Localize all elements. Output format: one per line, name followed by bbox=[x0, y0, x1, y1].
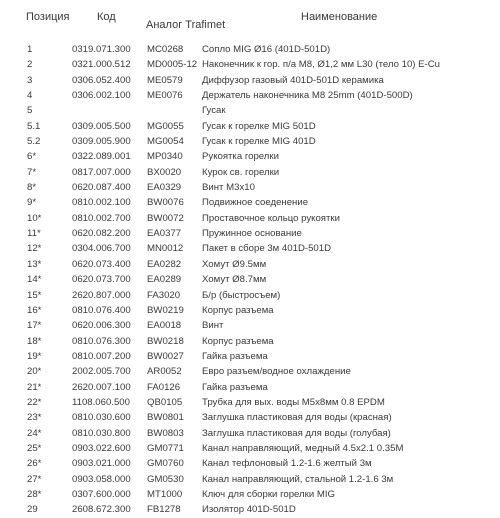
table-row bbox=[0, 119, 500, 134]
row-name: Винт M3x10 bbox=[202, 182, 255, 194]
row-name: Гусак bbox=[202, 105, 226, 117]
row-position: 5.2 bbox=[27, 136, 41, 148]
row-position: 6* bbox=[27, 151, 37, 163]
row-name: Курок св. горелки bbox=[202, 166, 280, 178]
row-position: 3 bbox=[27, 74, 33, 86]
row-name: Канал направляющий, медный 4.5x2.1 0.35M bbox=[202, 442, 404, 454]
row-name: Канал направляющий, стальной 1.2-1.6 3м bbox=[202, 473, 394, 485]
row-trafimet: BW0072 bbox=[147, 212, 184, 224]
row-position: 1 bbox=[27, 44, 33, 55]
table-row bbox=[0, 149, 500, 164]
row-name: Корпус разъема bbox=[202, 335, 274, 347]
table-row bbox=[0, 456, 500, 471]
header-name: Наименование bbox=[301, 11, 378, 23]
row-code: 0620.082.200 bbox=[72, 228, 131, 240]
row-trafimet: BW0027 bbox=[147, 350, 184, 362]
row-trafimet: EA0329 bbox=[147, 182, 182, 194]
row-code: 0810.076.300 bbox=[72, 335, 131, 347]
row-position: 8* bbox=[27, 182, 37, 194]
header-code: Код bbox=[97, 11, 116, 23]
row-position: 5.1 bbox=[27, 120, 41, 132]
row-position: 26* bbox=[27, 458, 42, 470]
table-row bbox=[0, 195, 500, 210]
row-position: 27* bbox=[27, 473, 42, 485]
table-row bbox=[0, 303, 500, 318]
table-row bbox=[0, 472, 500, 487]
row-code: 0307.600.000 bbox=[72, 488, 131, 500]
row-code: 0620.073.400 bbox=[72, 258, 131, 270]
row-position: 25* bbox=[27, 442, 42, 454]
row-name: Винт bbox=[202, 320, 224, 332]
table-row bbox=[0, 88, 500, 103]
table-row bbox=[0, 180, 500, 195]
row-name: Изолятор 401D-501D bbox=[202, 504, 296, 516]
row-code: 0309.005.500 bbox=[72, 120, 131, 132]
row-position: 29 bbox=[27, 504, 38, 516]
row-trafimet: QB0105 bbox=[147, 396, 183, 408]
row-position: 12* bbox=[27, 243, 42, 255]
row-trafimet: MN0012 bbox=[147, 243, 184, 255]
row-trafimet: EA0377 bbox=[147, 228, 182, 240]
table-row bbox=[0, 395, 500, 410]
row-trafimet: ME0579 bbox=[147, 74, 183, 86]
row-position: 17* bbox=[27, 320, 42, 332]
table-row bbox=[0, 426, 500, 441]
row-code: 0810.002.100 bbox=[72, 197, 131, 209]
row-name: Держатель наконечника M8 25mm (401D-500D) bbox=[202, 90, 413, 102]
table-body bbox=[0, 42, 500, 518]
row-code: 0810.002.700 bbox=[72, 212, 131, 224]
row-trafimet: GM0530 bbox=[147, 473, 184, 485]
row-trafimet: MP0340 bbox=[147, 151, 183, 163]
table-row bbox=[0, 42, 500, 57]
row-trafimet: MG0055 bbox=[147, 120, 184, 132]
row-code: 2620.807.000 bbox=[72, 289, 131, 301]
table-row bbox=[0, 334, 500, 349]
row-code: 0319.071.300 bbox=[72, 44, 131, 55]
row-name: Наконечник к гор. п/а M8, Ø1,2 мм L30 (тело 10) E-Cu bbox=[202, 59, 440, 71]
row-name: Евро разъем/водное охлаждение bbox=[202, 366, 351, 378]
row-trafimet: FA3020 bbox=[147, 289, 181, 301]
row-trafimet: BX0020 bbox=[147, 166, 182, 178]
row-position: 16* bbox=[27, 304, 42, 316]
row-code: 1108.060.500 bbox=[72, 396, 130, 408]
row-position: 10* bbox=[27, 212, 42, 224]
row-trafimet: GM0771 bbox=[147, 442, 184, 454]
row-position: 28* bbox=[27, 488, 42, 500]
row-code: 0810.076.400 bbox=[72, 304, 131, 316]
row-position: 24* bbox=[27, 427, 42, 439]
table-row bbox=[0, 257, 500, 272]
row-code: 0620.087.400 bbox=[72, 182, 131, 194]
table-row bbox=[0, 380, 500, 395]
row-code: 0810.030.600 bbox=[72, 412, 131, 424]
row-position: 19* bbox=[27, 350, 42, 362]
table-row bbox=[0, 349, 500, 364]
row-trafimet: EA0282 bbox=[147, 258, 182, 270]
row-trafimet: BW0801 bbox=[147, 412, 184, 424]
row-name: Подвижное соеденение bbox=[202, 197, 309, 209]
row-trafimet: BW0219 bbox=[147, 304, 184, 316]
row-code: 0309.005.900 bbox=[72, 136, 131, 148]
row-trafimet: FB1278 bbox=[147, 504, 181, 516]
header-position: Позиция bbox=[26, 11, 70, 23]
row-code: 0810.030.800 bbox=[72, 427, 131, 439]
row-name: Рукоятка горелки bbox=[202, 151, 279, 163]
row-name: Канал тефлоновый 1.2-1.6 желтый 3м bbox=[202, 458, 372, 470]
row-code: 0810.007.200 bbox=[72, 350, 131, 362]
row-position: 13* bbox=[27, 258, 42, 270]
row-position: 14* bbox=[27, 274, 42, 286]
row-code: 2608.672.300 bbox=[72, 504, 131, 516]
row-name: Сопло MIG Ø16 (401D-501D) bbox=[202, 44, 331, 55]
row-position: 18* bbox=[27, 335, 42, 347]
row-name: Гайка разъема bbox=[202, 381, 268, 393]
row-name: Гусак к горелке MIG 501D bbox=[202, 120, 316, 132]
row-trafimet: AR0052 bbox=[147, 366, 182, 378]
row-position: 15* bbox=[27, 289, 42, 301]
table-row bbox=[0, 487, 500, 502]
table-row bbox=[0, 57, 500, 72]
row-code: 0322.089.001 bbox=[72, 151, 131, 163]
header-trafimet: Аналог Trafimet bbox=[146, 19, 226, 31]
row-name: Заглушка пластиковая для воды (голубая) bbox=[202, 427, 391, 439]
row-name: Заглушка пластиковая для воды (красная) bbox=[202, 412, 392, 424]
row-position: 2 bbox=[27, 59, 33, 71]
row-code: 0620.073.700 bbox=[72, 274, 131, 286]
row-trafimet: ME0076 bbox=[147, 90, 183, 102]
table-row bbox=[0, 226, 500, 241]
row-name: Пакет в сборе 3м 401D-501D bbox=[202, 243, 332, 255]
row-name: Диффузор газовый 401D-501D керамика bbox=[202, 74, 384, 86]
row-code: 0903.022.600 bbox=[72, 442, 131, 454]
row-trafimet: GM0760 bbox=[147, 458, 184, 470]
row-name: Гайка разъема bbox=[202, 350, 268, 362]
row-code: 0304.006.700 bbox=[72, 243, 131, 255]
row-name: Пружинное основание bbox=[202, 228, 302, 240]
row-trafimet: FA0126 bbox=[147, 381, 181, 393]
row-position: 22* bbox=[27, 396, 42, 408]
row-code: 2002.005.700 bbox=[72, 366, 131, 378]
row-trafimet: MT1000 bbox=[147, 488, 183, 500]
row-name: Проставочное кольцо рукоятки bbox=[202, 212, 340, 224]
row-code: 0817.007.000 bbox=[72, 166, 131, 178]
table-row bbox=[0, 272, 500, 287]
row-trafimet: EA0289 bbox=[147, 274, 182, 286]
table-row bbox=[0, 211, 500, 226]
row-trafimet: BW0076 bbox=[147, 197, 184, 209]
row-trafimet: BW0803 bbox=[147, 427, 184, 439]
row-name: Ключ для сборки горелки MIG bbox=[202, 488, 335, 500]
row-code: 0306.052.400 bbox=[72, 74, 131, 86]
row-position: 4 bbox=[27, 90, 33, 102]
row-name: Корпус разъема bbox=[202, 304, 274, 316]
row-position: 23* bbox=[27, 412, 42, 424]
row-name: Хомут Ø9.5мм bbox=[202, 258, 267, 270]
table-row bbox=[0, 502, 500, 517]
table-row bbox=[0, 410, 500, 425]
table-row bbox=[0, 73, 500, 88]
row-name: Гусак к горелке MIG 401D bbox=[202, 136, 316, 148]
row-position: 7* bbox=[27, 166, 37, 178]
row-code: 0903.021.000 bbox=[72, 458, 131, 470]
row-code: 0903.058.000 bbox=[72, 473, 131, 485]
table-header bbox=[0, 0, 500, 30]
row-trafimet: MD0005-12 bbox=[147, 59, 198, 71]
table-row bbox=[0, 318, 500, 333]
table-row bbox=[0, 364, 500, 379]
row-position: 9* bbox=[27, 197, 37, 209]
table-row bbox=[0, 134, 500, 149]
table-row bbox=[0, 288, 500, 303]
row-code: 0620.006.300 bbox=[72, 320, 131, 332]
table-row bbox=[0, 165, 500, 180]
table-row bbox=[0, 103, 500, 118]
row-name: Хомут Ø8.7мм bbox=[202, 274, 267, 286]
row-trafimet: MC0268 bbox=[147, 44, 184, 55]
row-trafimet: MG0054 bbox=[147, 136, 184, 148]
row-code: 0306.002.100 bbox=[72, 90, 131, 102]
row-trafimet: EA0018 bbox=[147, 320, 182, 332]
row-name: Б/р (быстросъем) bbox=[202, 289, 281, 301]
row-position: 20* bbox=[27, 366, 42, 378]
row-code: 0321.000.512 bbox=[72, 59, 131, 71]
row-trafimet: BW0218 bbox=[147, 335, 184, 347]
row-name: Трубка для вых. воды M5x8мм 0.8 EPDM bbox=[202, 396, 385, 408]
table-row bbox=[0, 241, 500, 256]
row-position: 21* bbox=[27, 381, 42, 393]
row-code: 2620.007.100 bbox=[72, 381, 131, 393]
row-position: 11* bbox=[27, 228, 41, 240]
table-row bbox=[0, 441, 500, 456]
row-position: 5 bbox=[27, 105, 33, 117]
